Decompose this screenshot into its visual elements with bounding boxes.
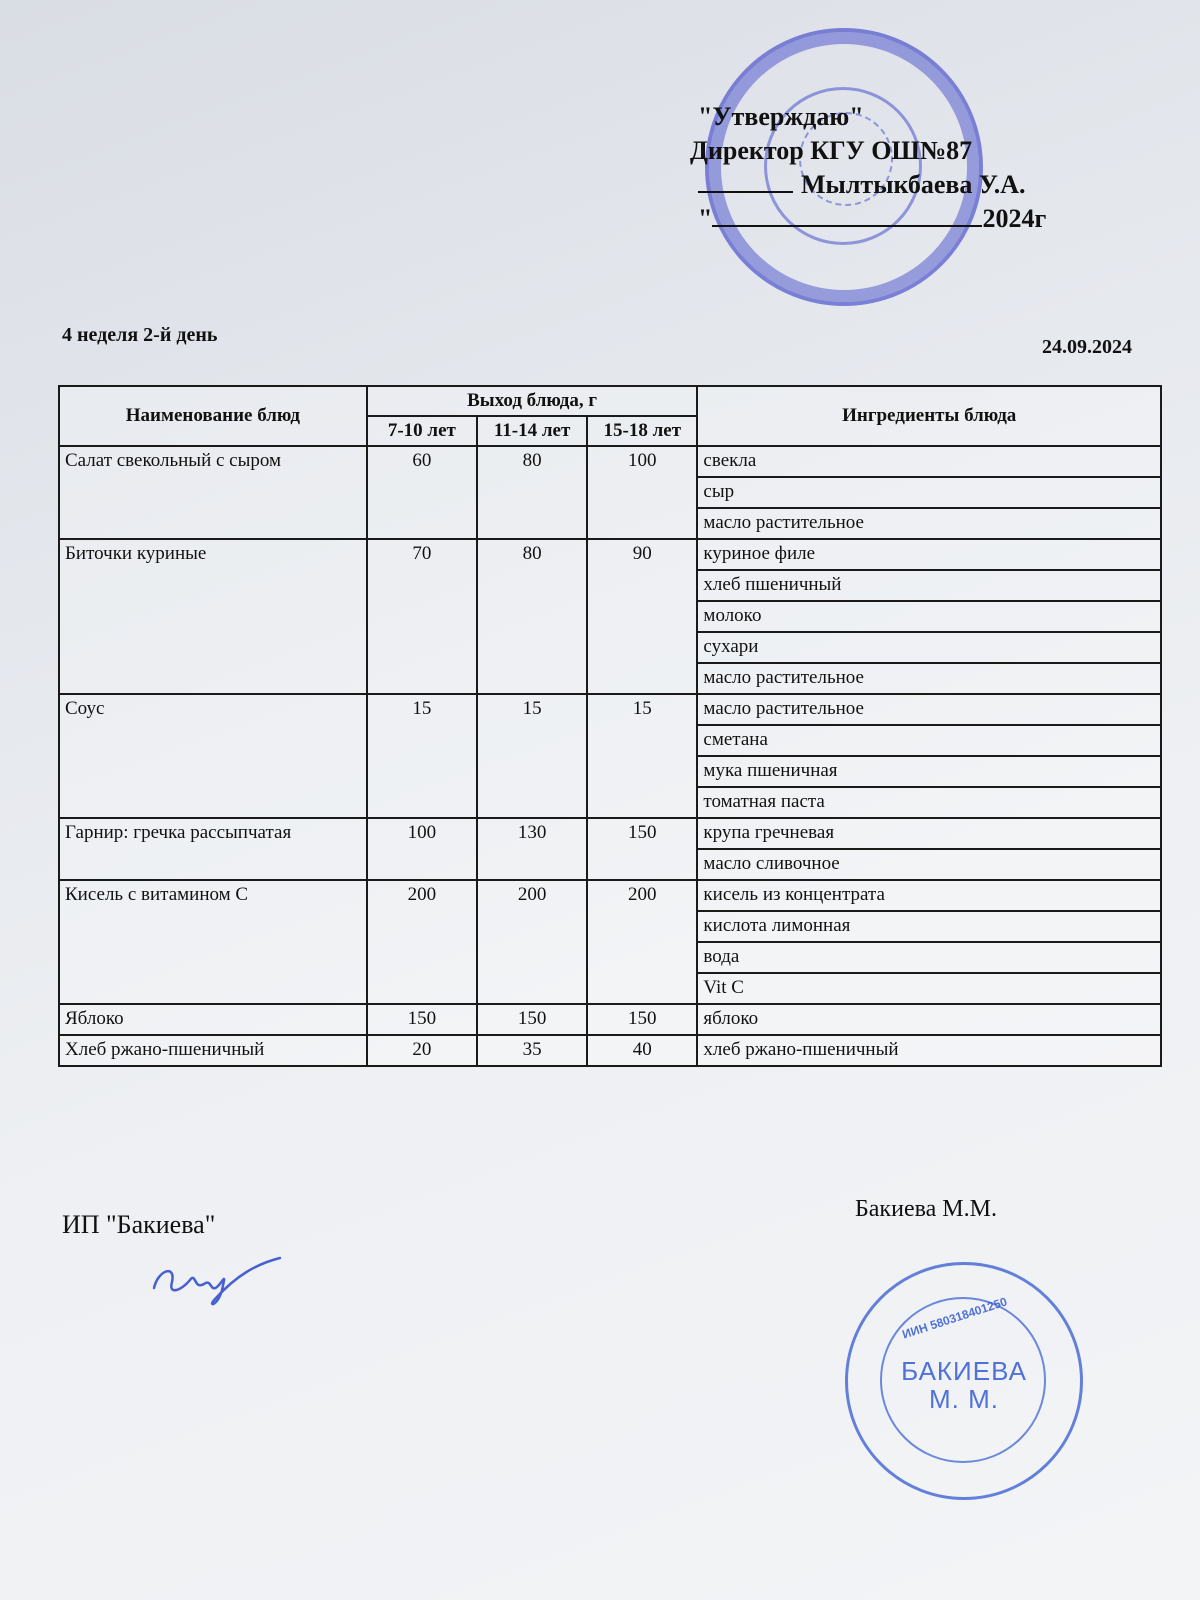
col-yield: Выход блюда, г bbox=[367, 386, 698, 416]
yield-7-10: 20 bbox=[367, 1035, 477, 1066]
yield-11-14: 130 bbox=[477, 818, 587, 880]
ingredient: масло сливочное bbox=[697, 849, 1161, 880]
approval-date-quote: " bbox=[698, 204, 713, 233]
ingredient: свекла bbox=[697, 446, 1161, 477]
dish-name: Биточки куриные bbox=[59, 539, 367, 694]
table-row bbox=[59, 1004, 1161, 1035]
yield-15-18: 90 bbox=[587, 539, 697, 694]
ingredient: вода bbox=[697, 942, 1161, 973]
ingredient: масло растительное bbox=[697, 663, 1161, 694]
table-row bbox=[59, 880, 1161, 911]
approval-title: "Утверждаю" bbox=[698, 102, 864, 131]
yield-15-18: 40 bbox=[587, 1035, 697, 1066]
yield-11-14: 80 bbox=[477, 539, 587, 694]
ingredient: сметана bbox=[697, 725, 1161, 756]
menu-table bbox=[58, 385, 1162, 1067]
ingredient: сухари bbox=[697, 632, 1161, 663]
approval-name-line bbox=[698, 168, 1098, 202]
ingredient: кисель из концентрата bbox=[697, 880, 1161, 911]
approval-name: Мылтыкбаева У.А. bbox=[801, 170, 1026, 199]
stamp-name-line2: М. М. bbox=[929, 1384, 999, 1414]
dish-name: Соус bbox=[59, 694, 367, 818]
yield-7-10: 200 bbox=[367, 880, 477, 1004]
dish-name: Кисель с витамином С bbox=[59, 880, 367, 1004]
date-blank-line bbox=[712, 225, 982, 227]
ingredient: хлеб пшеничный bbox=[697, 570, 1161, 601]
yield-11-14: 15 bbox=[477, 694, 587, 818]
ingredient: молоко bbox=[697, 601, 1161, 632]
dish-name: Хлеб ржано-пшеничный bbox=[59, 1035, 367, 1066]
ingredient: Vit C bbox=[697, 973, 1161, 1004]
yield-11-14: 200 bbox=[477, 880, 587, 1004]
approval-block bbox=[690, 100, 1098, 236]
yield-11-14: 35 bbox=[477, 1035, 587, 1066]
ingredient: сыр bbox=[697, 477, 1161, 508]
signer-name: Бакиева М.М. bbox=[855, 1196, 997, 1222]
dish-name: Салат свекольный с сыром bbox=[59, 446, 367, 539]
yield-7-10: 15 bbox=[367, 694, 477, 818]
approval-year: 2024г bbox=[982, 204, 1047, 233]
yield-7-10: 150 bbox=[367, 1004, 477, 1035]
menu-date: 24.09.2024 bbox=[1042, 336, 1132, 358]
yield-15-18: 150 bbox=[587, 818, 697, 880]
col-age-15-18: 15-18 лет bbox=[587, 416, 697, 446]
approval-position: Директор КГУ ОШ№87 bbox=[690, 136, 973, 165]
ingredient: томатная паста bbox=[697, 787, 1161, 818]
week-day: 4 неделя 2-й день bbox=[62, 324, 218, 346]
ingredient: хлеб ржано-пшеничный bbox=[697, 1035, 1161, 1066]
ingredient: масло растительное bbox=[697, 694, 1161, 725]
table-row bbox=[59, 818, 1161, 849]
col-age-7-10: 7-10 лет bbox=[367, 416, 477, 446]
handwritten-signature bbox=[146, 1250, 286, 1310]
ingredient: масло растительное bbox=[697, 508, 1161, 539]
ingredient: крупа гречневая bbox=[697, 818, 1161, 849]
dish-name: Гарнир: гречка рассыпчатая bbox=[59, 818, 367, 880]
ip-name: ИП "Бакиева" bbox=[62, 1210, 216, 1239]
table-row bbox=[59, 539, 1161, 570]
ingredient: мука пшеничная bbox=[697, 756, 1161, 787]
col-dish-name: Наименование блюд bbox=[59, 386, 367, 446]
table-row bbox=[59, 694, 1161, 725]
approval-date-line bbox=[698, 202, 1098, 236]
dish-name: Яблоко bbox=[59, 1004, 367, 1035]
yield-7-10: 60 bbox=[367, 446, 477, 539]
stamp-name-line1: БАКИЕВА bbox=[901, 1356, 1027, 1386]
yield-7-10: 70 bbox=[367, 539, 477, 694]
table-header-row bbox=[59, 386, 1161, 416]
ingredient: куриное филе bbox=[697, 539, 1161, 570]
yield-15-18: 15 bbox=[587, 694, 697, 818]
yield-15-18: 100 bbox=[587, 446, 697, 539]
table-row bbox=[59, 1035, 1161, 1066]
stamp-name bbox=[848, 1357, 1080, 1413]
stamp-iin: ИИН 580318401250 bbox=[900, 1294, 1009, 1342]
ingredient: кислота лимонная bbox=[697, 911, 1161, 942]
yield-15-18: 200 bbox=[587, 880, 697, 1004]
signature-line bbox=[698, 191, 793, 193]
yield-11-14: 150 bbox=[477, 1004, 587, 1035]
yield-15-18: 150 bbox=[587, 1004, 697, 1035]
col-age-11-14: 11-14 лет bbox=[477, 416, 587, 446]
table-row bbox=[59, 446, 1161, 477]
yield-11-14: 80 bbox=[477, 446, 587, 539]
company-stamp bbox=[845, 1262, 1083, 1500]
ingredient: яблоко bbox=[697, 1004, 1161, 1035]
col-ingredients: Ингредиенты блюда bbox=[697, 386, 1161, 446]
yield-7-10: 100 bbox=[367, 818, 477, 880]
